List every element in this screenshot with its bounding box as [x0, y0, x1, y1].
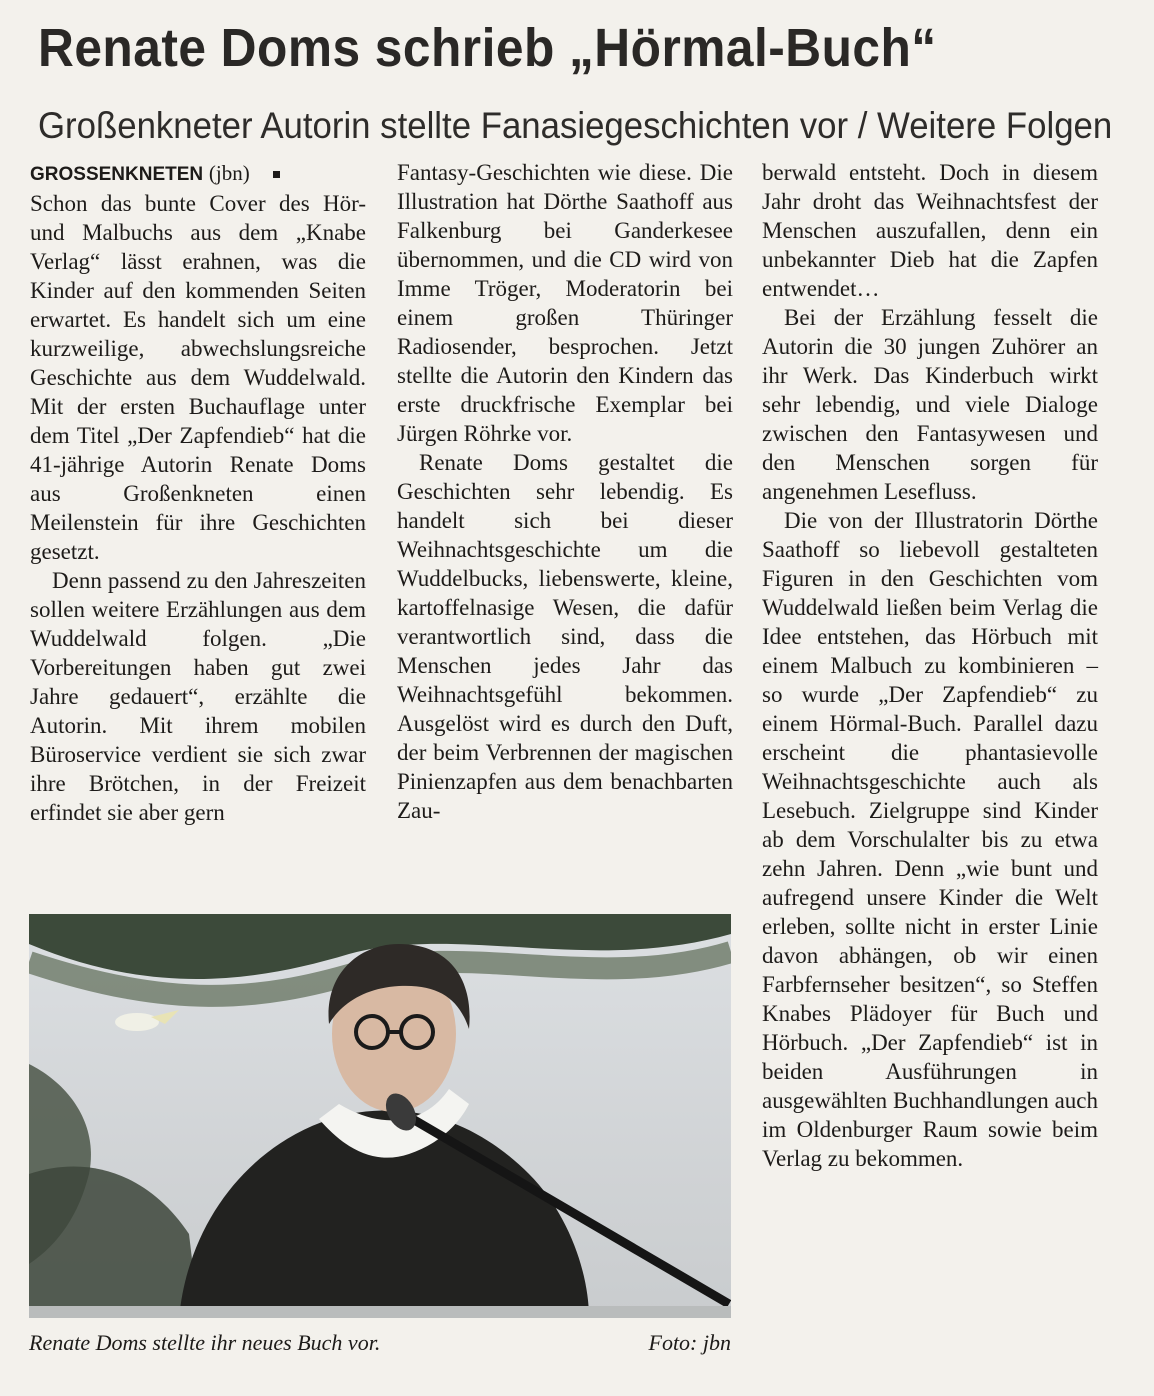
agency-tag: (jbn)	[208, 161, 250, 185]
article-column-3	[762, 158, 1098, 1173]
headline: Renate Doms schrieb „Hörmal-Buch“	[38, 18, 937, 78]
bullet-marker	[273, 171, 280, 178]
photo-credit: Foto: jbn	[648, 1330, 731, 1355]
paragraph: Renate Doms gestaltet die Geschichten sehr lebendig. Es handelt sich bei dieser Weihnachtsgeschichte um die Wuddelbucks, liebenswerte, kleine, kartoffelnasige Wesen, die dafür verantwortlich sind, dass die Menschen jedes Jahr das Weihnachtsgefühl bekommen. Ausgelöst wird es durch den Duft, der beim Verbrennen der magischen Pinienzapfen aus dem benachbarten Zau-	[397, 450, 733, 823]
paragraph: Die von der Illustratorin Dörthe Saathoff so liebevoll gestalteten Figuren in den Geschichten vom Wuddelwald ließen beim Verlag die Idee entstehen, das Hörbuch mit einem Malbuch zu kombinieren – so wurde „Der Zapfendieb“ zu einem Hörmal-Buch. Parallel dazu erscheint die phantasievolle Weihnachtsgeschichte auch als Lesebuch. Zielgruppe sind Kinder ab dem Vorschulalter bis zu etwa zehn Jahren. Denn „wie bunt und aufregend unsere Kinder die Welt erleben, sollte nicht in erster Linie davon abhängen, ob wir einen Farbfernseher besitzen“, so Steffen Knabes Plädoyer für Buch und Hörbuch. „Der Zapfendieb“ ist in beiden Ausführungen in ausgewählten Buchhandlungen auch im Oldenburger Raum sowie beim Verlag zu bekommen.	[762, 508, 1098, 1171]
paragraph: berwald entsteht. Doch in diesem Jahr droht das Weihnachtsfest der Menschen auszufallen, denn ein unbekannter Dieb hat die Zapfen entwendet…	[762, 160, 1098, 301]
paragraph: Denn passend zu den Jahreszeiten sollen weitere Erzählungen aus dem Wuddelwald folgen. „Die Vorbereitungen haben gut zwei Jahre gedauert“, erzählte die Autorin. Mit ihrem mobilen Büroservice verdient sie sich zwar ihre Brötchen, in der Freizeit erfindet sie aber gern	[30, 568, 366, 825]
article-column-2	[397, 158, 733, 825]
photo-illustration	[29, 914, 731, 1318]
paragraph-text: Schon das bunte Cover des Hör- und Malbuchs aus dem „Knabe Verlag“ lässt erahnen, was die Kinder auf den kommenden Seiten erwartet. Es handelt sich um eine kurzweilige, abwechslungsreiche Geschichte aus dem Wuddelwald. Mit der ersten Buchauflage unter dem Titel „Der Zapfendieb“ hat die 41-jährige Autorin Renate Doms aus Großenkneten einen Meilenstein für ihre Geschichten gesetzt.	[30, 191, 366, 564]
dateline: GROSSENKNETEN	[30, 164, 204, 185]
article-photo	[29, 914, 731, 1318]
subheadline: Großenkneter Autorin stellte Fanasiegeschichten vor / Weitere Folgen	[38, 105, 1113, 146]
paragraph: Bei der Erzählung fesselt die Autorin die 30 jungen Zuhörer an ihr Werk. Das Kinderbuch wirkt sehr lebendig, und viele Dialoge zwischen den Fantasywesen und den Menschen sorgen für angenehmen Lesefluss.	[762, 305, 1098, 504]
paragraph: Fantasy-Geschichten wie diese. Die Illustration hat Dörthe Saathoff aus Falkenburg bei Ganderkesee übernommen, und die CD wird von Imme Tröger, Moderatorin bei einem großen Thüringer Radiosender, besprochen. Jetzt stellte die Autorin den Kindern das erste druckfrische Exemplar bei Jürgen Röhrke vor.	[397, 160, 733, 446]
article-column-1	[30, 158, 366, 827]
lead-paragraph	[30, 158, 366, 566]
photo-caption: Renate Doms stellte ihr neues Buch vor.	[29, 1330, 381, 1355]
